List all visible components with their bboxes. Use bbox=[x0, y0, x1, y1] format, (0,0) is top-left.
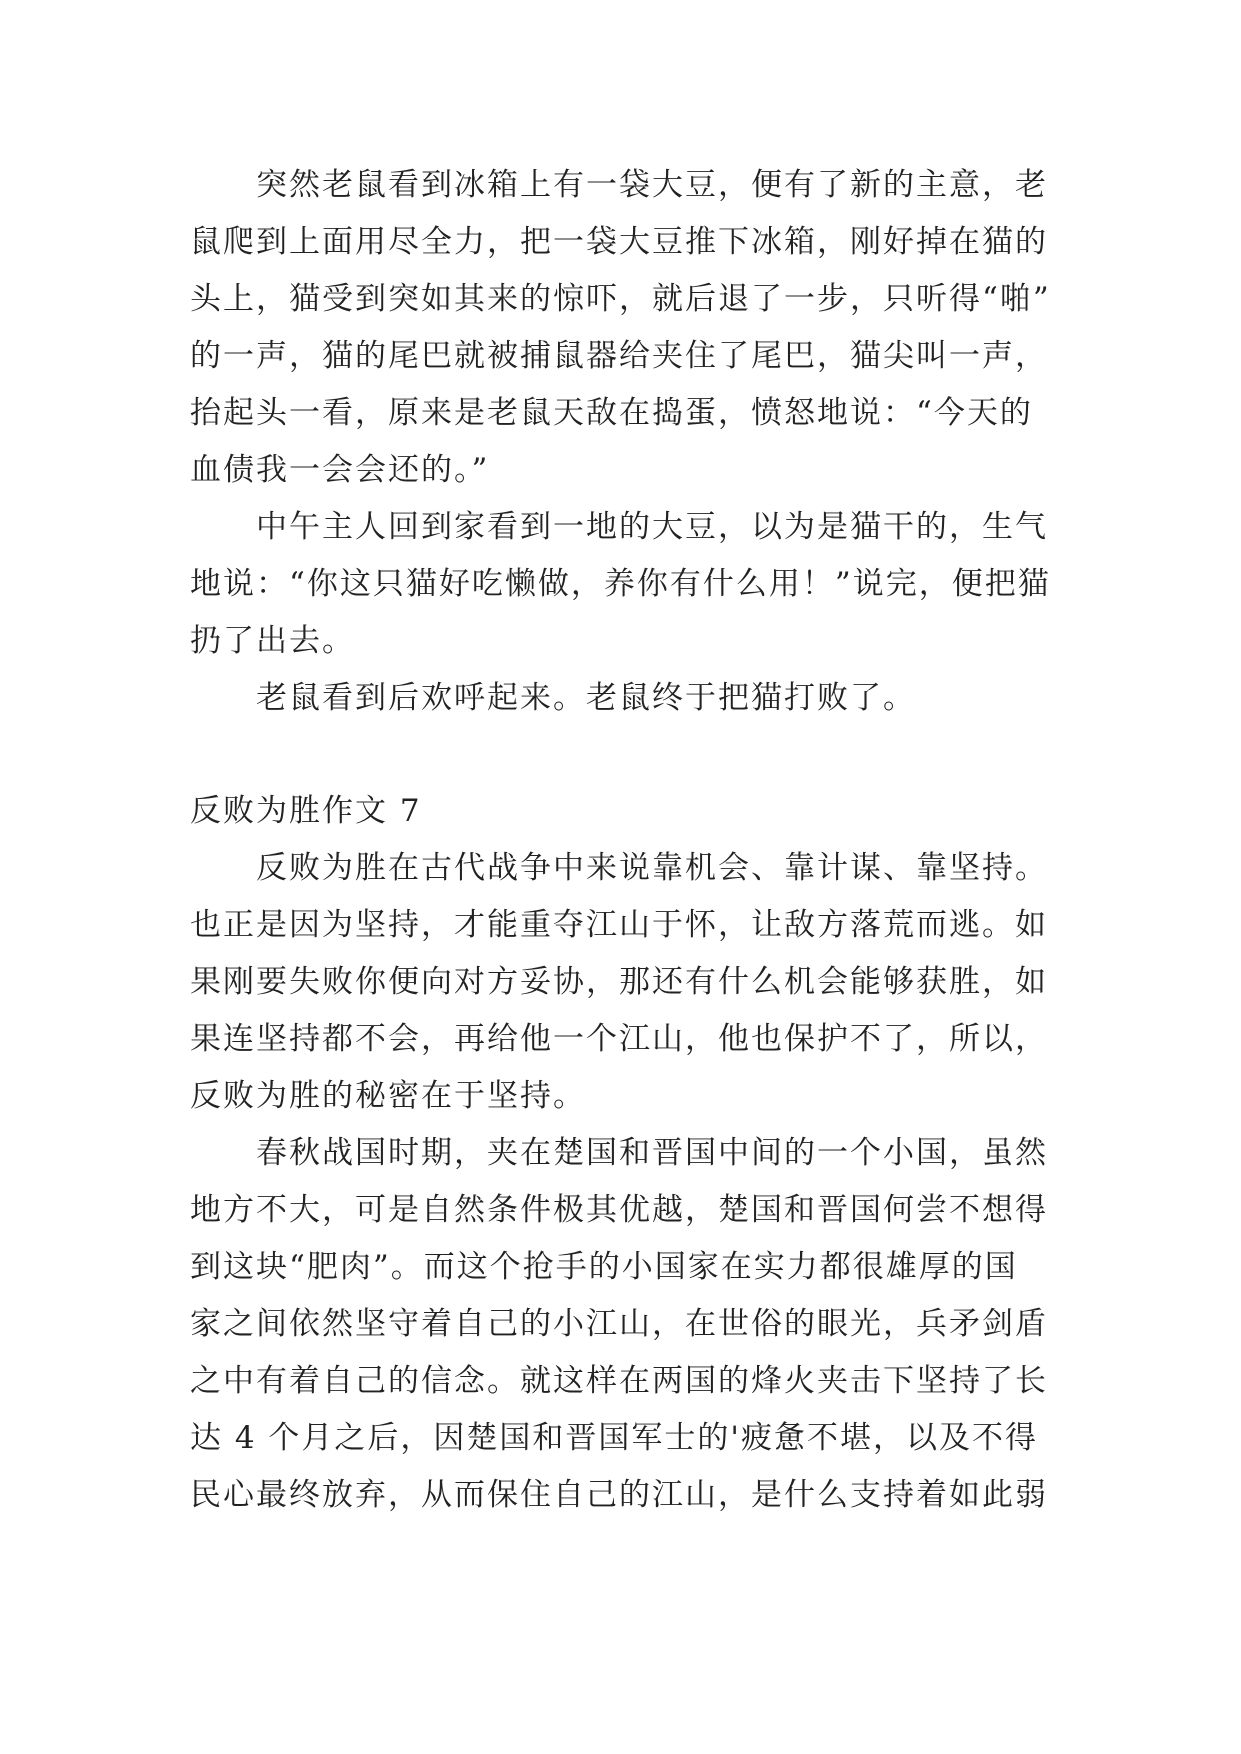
text-line: 春秋战国时期，夹在楚国和晋国中间的一个小国，虽然 bbox=[256, 1135, 1048, 1171]
text-line: 突然老鼠看到冰箱上有一袋大豆，便有了新的主意，老 bbox=[256, 167, 1048, 203]
text-line: 果连坚持都不会，再给他一个江山，他也保护不了，所以， bbox=[190, 1021, 1048, 1057]
text-line: 之中有着自己的信念。就这样在两国的烽火夹击下坚持了长 bbox=[190, 1363, 1048, 1399]
text-line: 扔了出去。 bbox=[190, 623, 355, 659]
text-line: 抬起头一看，原来是老鼠天敌在捣蛋，愤怒地说：“今天的 bbox=[190, 395, 1033, 431]
text-line: 到这块“肥肉”。而这个抢手的小国家在实力都很雄厚的国 bbox=[190, 1249, 1018, 1285]
essay-paragraph-1 bbox=[190, 840, 1070, 1125]
story-paragraph-2 bbox=[190, 499, 1070, 670]
text-line: 中午主人回到家看到一地的大豆，以为是猫干的，生气 bbox=[256, 509, 1048, 545]
story-paragraph-3 bbox=[190, 670, 1070, 727]
text-line: 鼠爬到上面用尽全力，把一袋大豆推下冰箱，刚好掉在猫的 bbox=[190, 224, 1048, 260]
text-line: 血债我一会会还的。” bbox=[190, 452, 490, 488]
text-line: 也正是因为坚持，才能重夺江山于怀，让敌方落荒而逃。如 bbox=[190, 907, 1048, 943]
document-body bbox=[190, 157, 1070, 1524]
text-line: 果刚要失败你便向对方妥协，那还有什么机会能够获胜，如 bbox=[190, 964, 1048, 1000]
text-line: 反败为胜的秘密在于坚持。 bbox=[190, 1078, 586, 1114]
text-line: 家之间依然坚守着自己的小江山，在世俗的眼光，兵矛剑盾 bbox=[190, 1306, 1048, 1342]
text-line: 的一声，猫的尾巴就被捕鼠器给夹住了尾巴，猫尖叫一声， bbox=[190, 338, 1048, 374]
text-line: 民心最终放弃，从而保住自己的江山，是什么支持着如此弱 bbox=[190, 1477, 1048, 1513]
text-line: 头上，猫受到突如其来的惊吓，就后退了一步，只听得“啪” bbox=[190, 281, 1051, 317]
essay-paragraph-2 bbox=[190, 1125, 1070, 1524]
text-line: 达 4 个月之后，因楚国和晋国军士的'疲惫不堪，以及不得 bbox=[190, 1420, 1038, 1456]
story-paragraph-1 bbox=[190, 157, 1070, 499]
text-line: 老鼠看到后欢呼起来。老鼠终于把猫打败了。 bbox=[256, 680, 916, 716]
text-line: 地说：“你这只猫好吃懒做，养你有什么用！”说完，便把猫 bbox=[190, 566, 1051, 602]
text-line: 地方不大，可是自然条件极其优越，楚国和晋国何尝不想得 bbox=[190, 1192, 1048, 1228]
paragraph-gap bbox=[190, 727, 1070, 783]
essay-title: 反败为胜作文 7 bbox=[190, 793, 422, 829]
text-line: 反败为胜在古代战争中来说靠机会、靠计谋、靠坚持。 bbox=[256, 850, 1048, 886]
